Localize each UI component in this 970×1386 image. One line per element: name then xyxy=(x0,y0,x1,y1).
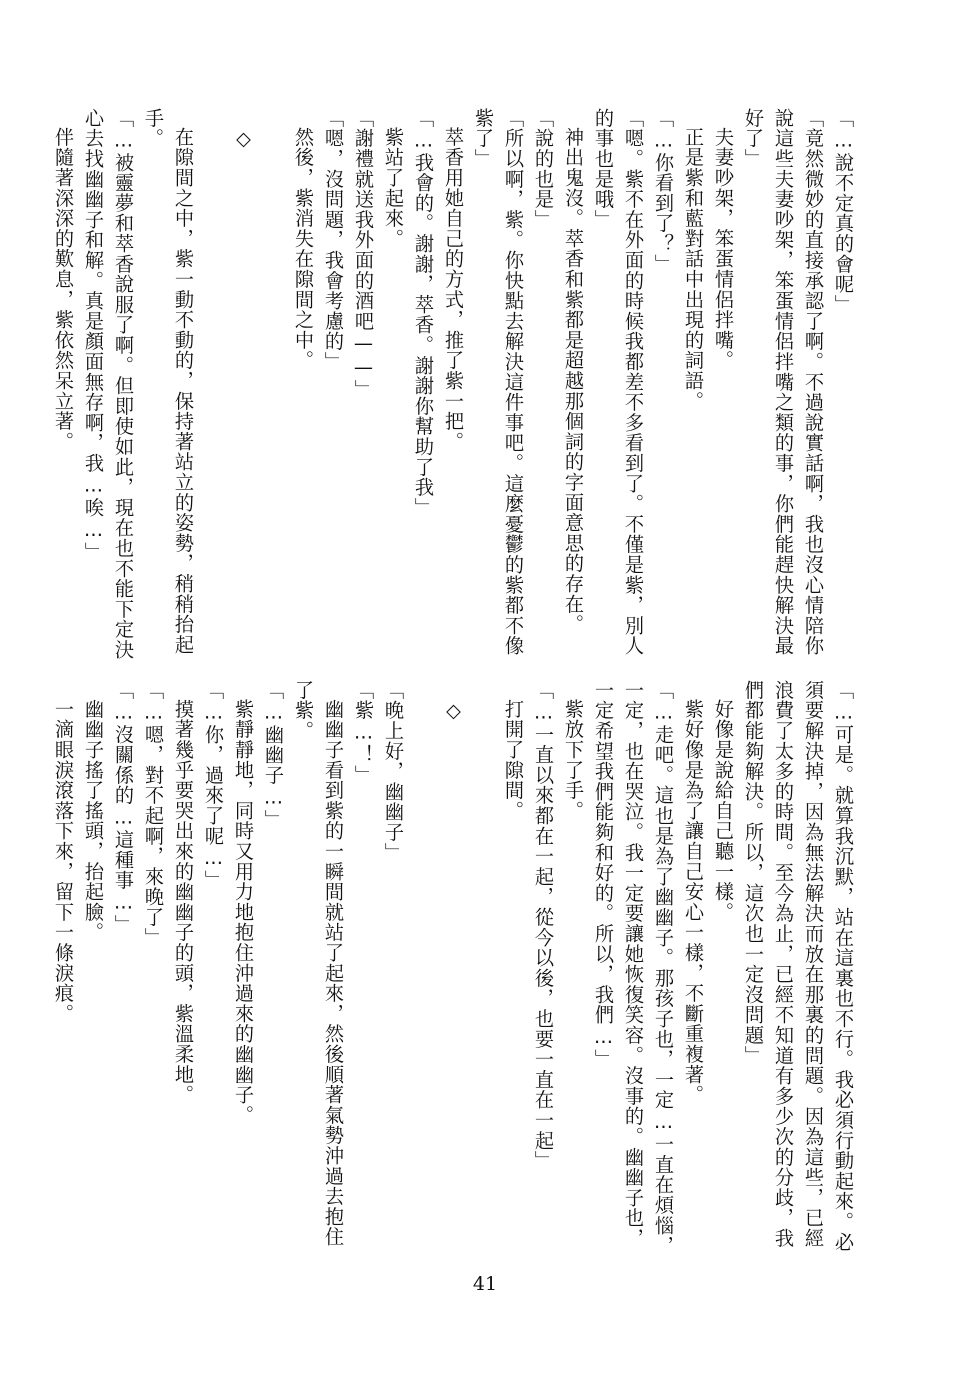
text-line: 「…你，過來了呢…」 xyxy=(202,680,225,891)
text-line xyxy=(198,108,228,648)
text-line: 紫放下了手。 xyxy=(562,699,585,821)
text-line: 「…一直以來都在一起，從今以後，也要一直在一起」 xyxy=(532,680,555,1171)
text-line xyxy=(258,108,288,648)
text-line: 「嗯。紫不在外面的時候我都差不多看到了。不僅是紫，別人 xyxy=(622,108,645,657)
text-line: 心去找幽幽子和解。真是顏面無存啊，我…唉…」 xyxy=(82,108,105,563)
text-line: 「紫…！」 xyxy=(352,680,375,786)
text-line: 然後，紫消失在隙間之中。 xyxy=(292,127,315,371)
text-line: 神出鬼沒。萃香和紫都是超越那個詞的字面意思的存在。 xyxy=(562,127,585,635)
text-line: 了紫。 xyxy=(292,680,315,741)
text-line: 夫妻吵架，笨蛋情侶拌嘴。 xyxy=(712,127,735,371)
text-line: 正是紫和藍對話中出現的詞語。 xyxy=(682,127,705,412)
text-block-top xyxy=(52,108,858,660)
text-line: 「嗯，沒問題，我會考慮的」 xyxy=(322,108,345,372)
text-line: 「…我會的。謝謝，萃香。謝謝你幫助了我」 xyxy=(412,108,435,518)
text-line: 摸著幾乎要哭出來的幽幽子的頭，紫溫柔地。 xyxy=(172,699,195,1105)
text-line: 好了」 xyxy=(742,108,765,169)
text-line: 們都能夠解決。所以，這次也一定沒問題」 xyxy=(742,680,765,1066)
text-line: 「晚上好，幽幽子」 xyxy=(382,680,405,863)
text-line xyxy=(408,680,438,1220)
text-line: 「竟然微妙的直接承認了啊。不過說實話啊，我也沒心情陪你 xyxy=(802,108,825,657)
section-divider: ◇ xyxy=(442,699,465,724)
text-line: 「說的也是」 xyxy=(532,108,555,230)
text-line: 「所以啊，紫。你快點去解決這件事吧。這麼憂鬱的紫都不像 xyxy=(502,108,525,657)
text-line: 的事也是哦」 xyxy=(592,108,615,230)
text-line: 一定希望我們能夠和好的。所以，我們…」 xyxy=(592,680,615,1070)
section-divider: ◇ xyxy=(232,127,255,152)
text-line: 紫了」 xyxy=(472,108,495,169)
text-line: 在隙間之中，紫一動不動的，保持著站立的姿勢，稍稍抬起 xyxy=(172,127,195,655)
text-line: 「…嗯，對不起啊，來晚了」 xyxy=(142,680,165,948)
text-line: 「…說不定真的會呢」 xyxy=(832,108,855,315)
text-line: 幽幽子搖了搖頭，抬起臉。 xyxy=(82,699,105,943)
text-line: 紫站了起來。 xyxy=(382,127,405,249)
text-line: 「…走吧。這也是為了幽幽子。那孩子也，一定…一直在煩惱， xyxy=(652,680,675,1256)
text-line: 一定，也在哭泣。我一定要讓她恢復笑容。沒事的。幽幽子也， xyxy=(622,680,645,1249)
text-line: 一滴眼淚滾落下來，留下一條淚痕。 xyxy=(52,699,75,1024)
text-line: 「…沒關係的…這種事…」 xyxy=(112,680,135,935)
text-block-bottom xyxy=(52,680,858,1256)
text-line: 好像是說給自己聽一樣。 xyxy=(712,699,735,923)
text-line: 須要解決掉，因為無法解決而放在那裏的問題。因為這些，已經 xyxy=(802,680,825,1249)
text-line: 「謝禮就送我外面的酒吧——」 xyxy=(352,108,375,400)
text-line: 「…幽幽子…」 xyxy=(262,680,285,830)
text-line: 浪費了太多的時間。至今為止，已經不知道有多少次的分歧，我 xyxy=(772,680,795,1249)
text-line: 紫好像是為了讓自己安心一樣，不斷重複著。 xyxy=(682,699,705,1105)
text-line xyxy=(468,680,498,1220)
text-line: 「…可是。就算我沉默，站在這裏也不行。我必須行動起來。必 xyxy=(832,680,855,1253)
text-line: 紫靜靜地，同時又用力地抱住沖過來的幽幽子。 xyxy=(232,699,255,1126)
text-line: 說這些夫妻吵架，笨蛋情侶拌嘴之類的事，你們能趕快解決最 xyxy=(772,108,795,657)
text-line: 「…被靈夢和萃香說服了啊。但即使如此，現在也不能下定決 xyxy=(112,108,135,660)
text-line: 萃香用她自己的方式，推了紫一把。 xyxy=(442,127,465,452)
text-line: 「…你看到了？」 xyxy=(652,108,675,275)
text-line: 手。 xyxy=(142,108,165,149)
text-line: 幽幽子看到紫的一瞬間就站了起來，然後順著氣勢沖過去抱住 xyxy=(322,699,345,1248)
page-number: 41 xyxy=(472,1273,498,1295)
text-line: 伴隨著深深的歎息，紫依然呆立著。 xyxy=(52,127,75,452)
text-line: 打開了隙間。 xyxy=(502,699,525,821)
